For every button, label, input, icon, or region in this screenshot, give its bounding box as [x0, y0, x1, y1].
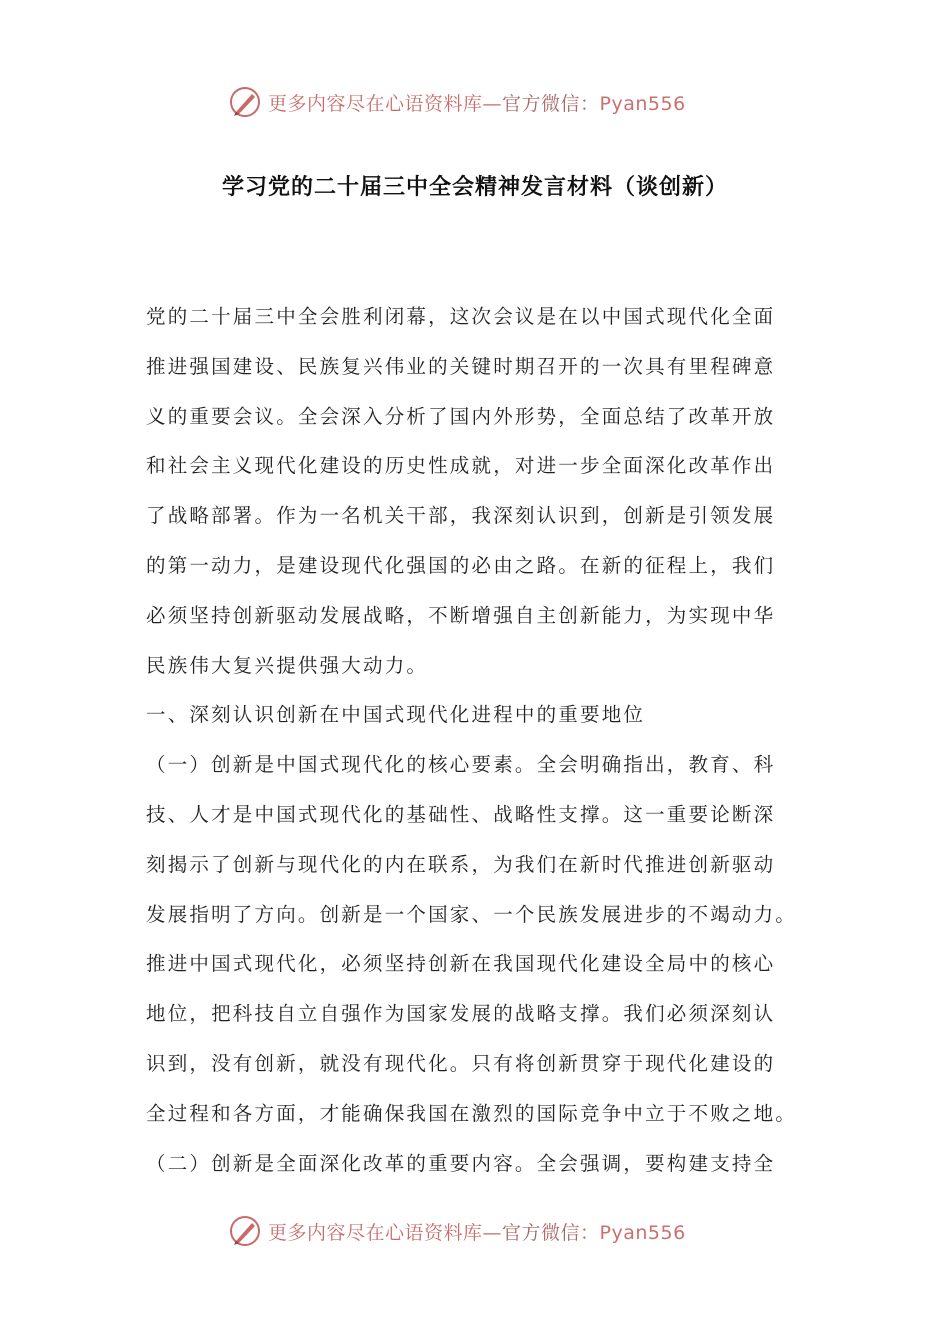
footer-watermark: [228, 1211, 728, 1251]
body-line: 技、人才是中国式现代化的基础性、战略性支撑。这一重要论断深: [146, 802, 776, 826]
watermark-wechat-label: 官方微信：: [502, 92, 600, 115]
body-line: 必须坚持创新驱动发展战略，不断增强自主创新能力，为实现中华: [146, 603, 776, 627]
watermark-wechat-label: 官方微信：: [502, 1221, 600, 1244]
document-title: 学习党的二十届三中全会精神发言材料（谈创新）: [221, 175, 728, 200]
watermark-wechat-id: Pyan556: [599, 1221, 686, 1244]
body-line: 民族伟大复兴提供强大动力。: [146, 653, 429, 677]
body-line: 刻揭示了创新与现代化的内在联系，为我们在新时代推进创新驱动: [146, 852, 776, 876]
body-line: 了战略部署。作为一名机关干部，我深刻认识到，创新是引领发展: [146, 504, 776, 528]
watermark-library: 更多内容尽在心语资料库—: [268, 1221, 503, 1244]
body-line: （二）创新是全面深化改革的重要内容。全会强调，要构建支持全: [146, 1151, 776, 1175]
watermark-library: 更多内容尽在心语资料库—: [268, 92, 503, 115]
body-line: 的第一动力，是建设现代化强国的必由之路。在新的征程上，我们: [146, 553, 776, 577]
body-line: 地位，把科技自立自强作为国家发展的战略支撑。我们必须深刻认: [146, 1002, 776, 1026]
body-line: 推进强国建设、民族复兴伟业的关键时期召开的一次具有里程碑意: [146, 354, 776, 378]
header-watermark: [228, 82, 728, 122]
body-line: 全过程和各方面，才能确保我国在激烈的国际竞争中立于不败之地。: [146, 1101, 798, 1125]
body-line: 推进中国式现代化，必须坚持创新在我国现代化建设全局中的核心: [146, 952, 776, 976]
body-line: 发展指明了方向。创新是一个国家、一个民族发展进步的不竭动力。: [146, 902, 798, 926]
section-heading: 一、深刻认识创新在中国式现代化进程中的重要地位: [146, 703, 646, 727]
watermark-text: [268, 1218, 686, 1245]
body-line: 识到，没有创新，就没有现代化。只有将创新贯穿于现代化建设的: [146, 1051, 776, 1075]
watermark-wechat-id: Pyan556: [599, 92, 686, 115]
body-line: 和社会主义现代化建设的历史性成就，对进一步全面深化改革作出: [146, 454, 776, 478]
body-line: 义的重要会议。全会深入分析了国内外形势，全面总结了改革开放: [146, 404, 776, 428]
pen-logo-icon: [228, 1214, 262, 1248]
body-line: （一）创新是中国式现代化的核心要素。全会明确指出，教育、科: [146, 753, 776, 777]
body-line: 党的二十届三中全会胜利闭幕，这次会议是在以中国式现代化全面: [146, 305, 776, 328]
watermark-text: [268, 89, 686, 116]
document-body: [146, 292, 811, 1188]
pen-logo-icon: [228, 85, 262, 119]
